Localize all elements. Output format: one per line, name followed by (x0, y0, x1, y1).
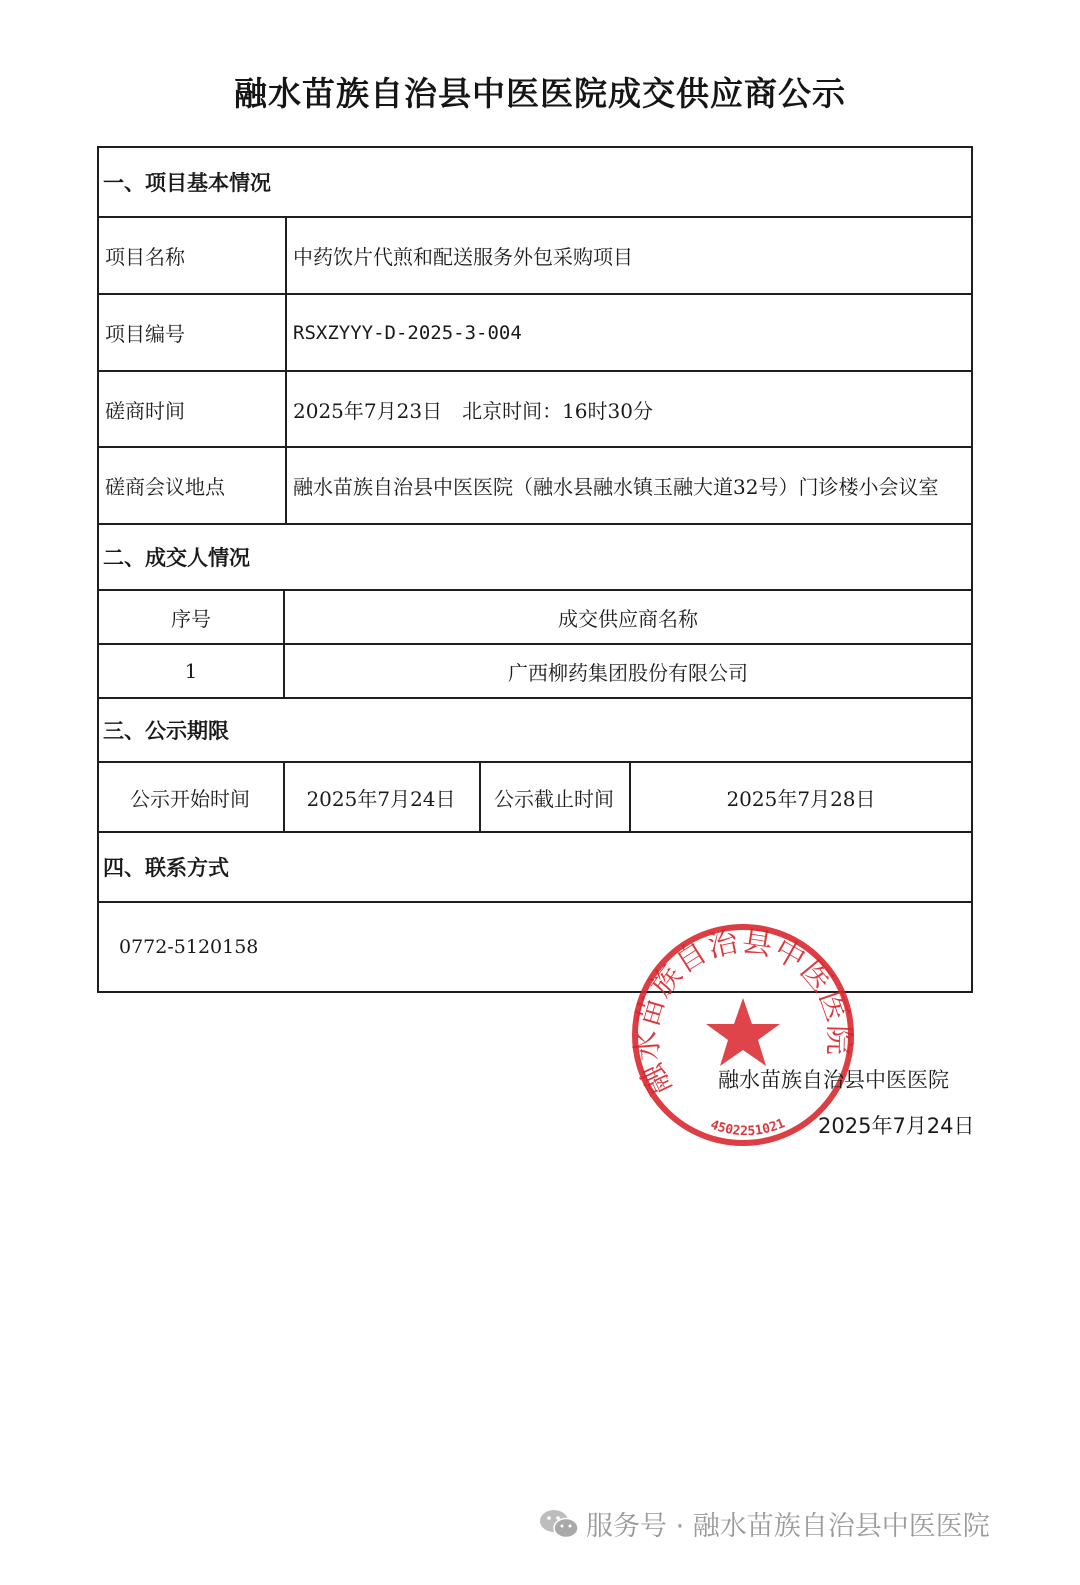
seal-code: 4502251021 (708, 1116, 788, 1140)
announcement-table (97, 146, 973, 993)
supplier-row (99, 645, 971, 699)
negotiation-location-value: 融水苗族自治县中医医院（融水县融水镇玉融大道32号）门诊楼小会议室 (293, 475, 939, 499)
wechat-icon (538, 1507, 580, 1541)
section1-heading: 一、项目基本情况 (103, 171, 271, 195)
supplier-column-header: 成交供应商名称 (558, 606, 698, 631)
negotiation-location-row (99, 448, 971, 525)
section4-heading: 四、联系方式 (103, 856, 229, 880)
section3-heading: 三、公示期限 (103, 719, 229, 743)
page-title: 融水苗族自治县中医医院成交供应商公示 (234, 74, 846, 113)
supplier-header-row (99, 591, 971, 645)
project-name-value: 中药饮片代煎和配送服务外包采购项目 (293, 245, 633, 269)
supplier-index: 1 (184, 659, 198, 683)
negotiation-time-value: 2025年7月23日 北京时间：16时30分 (293, 398, 653, 423)
section1-heading-row (99, 148, 971, 218)
signature-date: 2025年7月24日 (818, 1114, 975, 1138)
section2-heading: 二、成交人情况 (103, 546, 250, 570)
section2-heading-row (99, 525, 971, 591)
start-time-label: 公示开始时间 (130, 786, 250, 811)
start-time-value: 2025年7月24日 (306, 786, 456, 811)
project-name-label: 项目名称 (105, 245, 185, 269)
signature-org: 融水苗族自治县中医医院 (718, 1068, 949, 1092)
project-number-row (99, 295, 971, 372)
star-icon (706, 998, 780, 1066)
contact-phone: 0772-5120158 (119, 936, 259, 958)
publicity-period-row (99, 763, 971, 833)
supplier-name: 广西柳药集团股份有限公司 (508, 660, 748, 685)
project-number-label: 项目编号 (105, 322, 185, 346)
end-time-value: 2025年7月28日 (726, 786, 876, 811)
project-name-row (99, 218, 971, 295)
project-number-value: RSXZYYY-D-2025-3-004 (293, 321, 522, 344)
index-column-header: 序号 (171, 606, 211, 631)
negotiation-time-row (99, 372, 971, 448)
negotiation-time-label: 磋商时间 (105, 398, 185, 423)
section3-heading-row (99, 699, 971, 763)
seal-text: 融水苗族自治县中医医院 (629, 923, 857, 1101)
end-time-label: 公示截止时间 (494, 786, 614, 811)
footer-watermark (538, 1504, 990, 1543)
footer-text: 服务号 · 融水苗族自治县中医医院 (586, 1511, 990, 1542)
section4-heading-row (99, 833, 971, 903)
negotiation-location-label: 磋商会议地点 (105, 475, 225, 499)
